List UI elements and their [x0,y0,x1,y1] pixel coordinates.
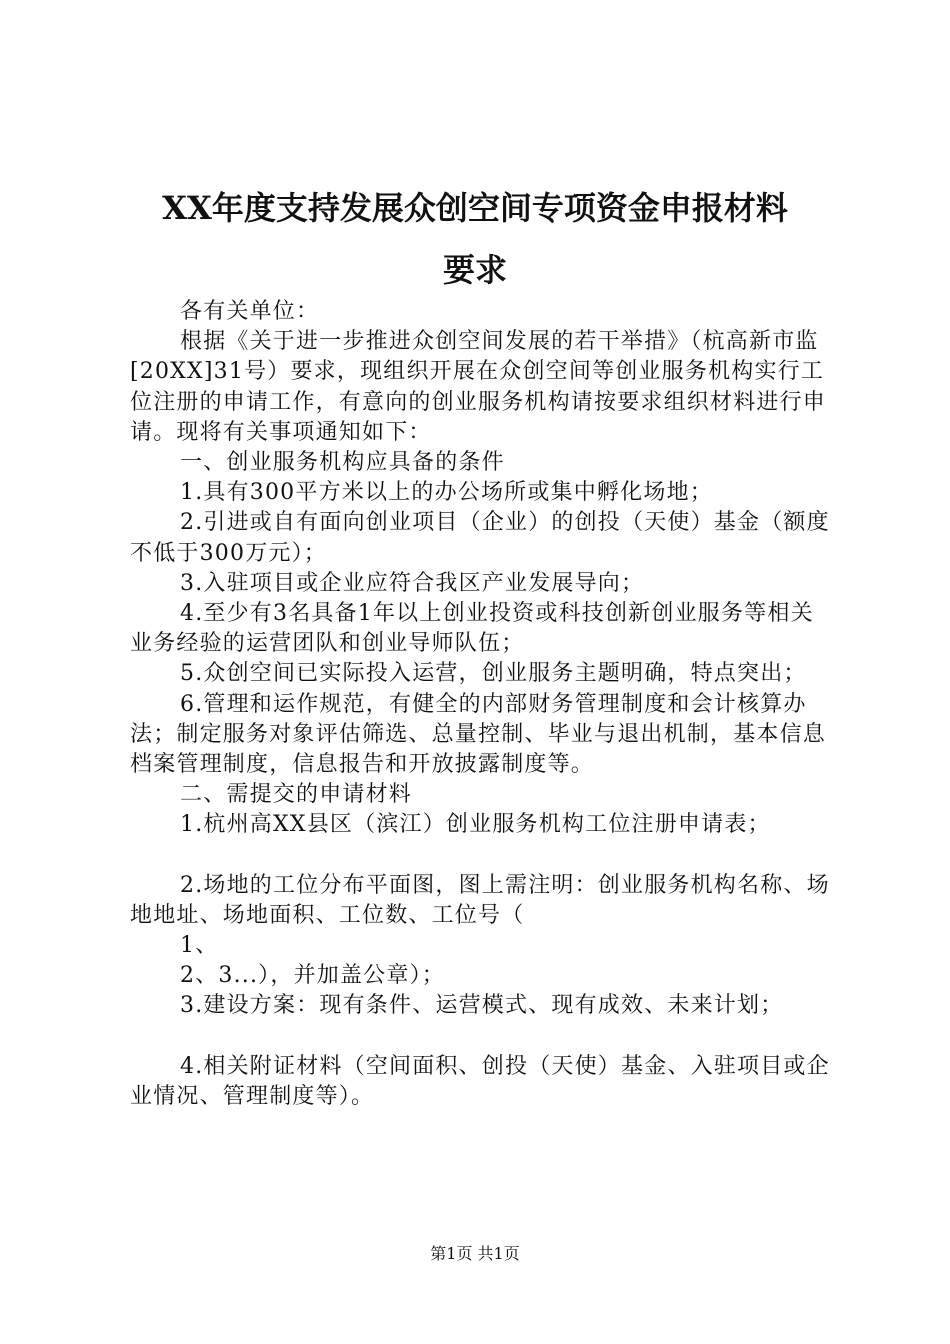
section1-item: 2.引进或自有面向创业项目（企业）的创投（天使）基金（额度不低于300万元）； [130,510,830,566]
intro-paragraph: 根据《关于进一步推进众创空间发展的若干举措》（杭高新市监[20XX]31号）要求，现组织开展在众创空间等创业服务机构实行工位注册的申请工作，有意向的创业服务机构请按要求组织材料进行申请。现将有关事项通知如下： [130,329,827,445]
paragraph-gap [130,841,830,871]
section1-item: 6.管理和运作规范，有健全的内部财务管理制度和会计核算办法；制定服务对象评估筛选、总量控制、毕业与退出机制，基本信息档案管理制度，信息报告和开放披露制度等。 [130,691,827,778]
section2-item-continuation: 1、 [180,933,219,959]
section1-item: 1.具有300平方米以上的办公场所或集中孵化场地； [180,480,713,506]
section1-heading: 一、创业服务机构应具备的条件 [180,450,505,476]
section2-item-continuation: 2、3...），并加盖公章）； [180,963,445,989]
document-title-line2: 要求 [442,251,507,289]
salutation: 各有关单位： [180,299,320,324]
document-title-line1: XX年度支持发展众创空间专项资金申报材料 [162,189,788,227]
section1-item: 4.至少有3名具备1年以上创业投资或科技创新创业服务等相关业务经验的运营团队和创业导师队伍； [130,601,814,657]
section2-item: 4.相关附证材料（空间面积、创投（天使）基金、入驻项目或企业情况、管理制度等）。 [130,1053,830,1109]
section2-heading: 二、需提交的申请材料 [180,782,413,808]
section2-item: 2.场地的工位分布平面图，图上需注明：创业服务机构名称、场地地址、场地面积、工位数、工位号（ [130,872,830,928]
section1-item: 3.入驻项目或企业应符合我区产业发展导向； [180,570,645,596]
section2-item: 3.建设方案：现有条件、运营模式、现有成效、未来计划； [180,993,784,1019]
section2-item: 1.杭州高XX县区（滨江）创业服务机构工位注册申请表； [180,812,771,838]
paragraph-gap [130,1022,830,1052]
page-footer: 第1页 共1页 [430,1244,520,1263]
document-body [130,297,830,1112]
section1-item: 5.众创空间已实际投入运营，创业服务主题明确，特点突出； [180,661,807,687]
